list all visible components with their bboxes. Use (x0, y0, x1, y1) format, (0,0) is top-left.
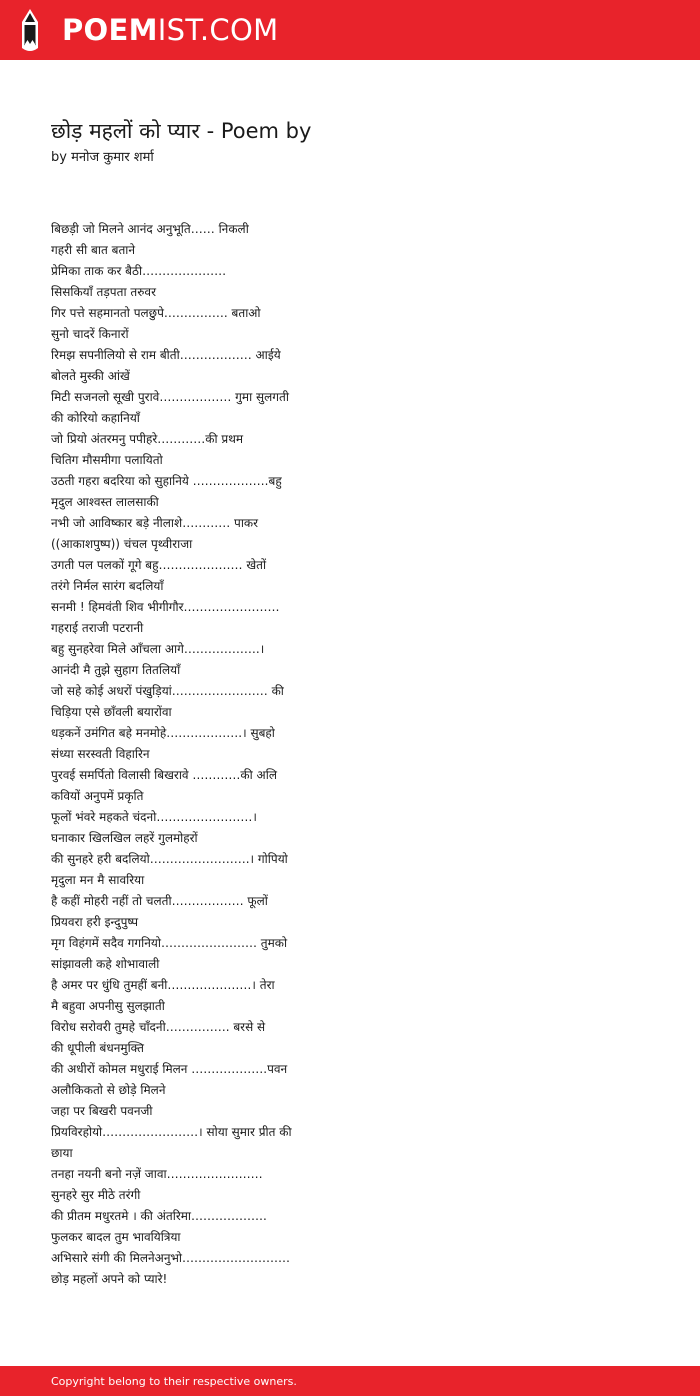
poem-header (51, 117, 651, 167)
poem-line: गहरी सी बात बताने (51, 243, 136, 257)
poem-line: है कहीं मोहरी नहीं तो चलती……………… फूलों (51, 894, 268, 908)
poem-line: गिर पत्ते सहमानतो पलछुपे……………. बताओ (51, 306, 261, 320)
poem-line: अभिसारे संगी की मिलनेअनुभो……………………… (51, 1251, 291, 1265)
poem-line: तनहा नयनी बनो नज़ें जावा…………………… (51, 1167, 263, 1181)
poem-line: कवियों अनुपमें प्रकृति (51, 789, 144, 803)
poem-line: नभी जो आविष्कार बड़े नीलाशे………… पाकर (51, 516, 259, 530)
site-brand (62, 12, 279, 47)
poem-line: अलौकिकतो से छोड़े मिलने (51, 1083, 166, 1097)
poem-line: की प्रीतम मधुरतमे । की अंतरिमा………………. (51, 1209, 267, 1223)
poem-line: मिटी सजनलो सूखी पुरावे……………… गुमा सुलगती (51, 390, 289, 404)
poem-line: की सुनहरे हरी बदलियो…………………….। गोपियो (51, 852, 288, 866)
poem-line: आनंदी मै तुझे सुहाग तितलियाँ (51, 663, 181, 677)
poem-line: चिड़िया एसे छाँवली बयारोंवा (51, 705, 172, 719)
poem-line: छोड़ महलों अपने को प्यारे! (51, 1272, 168, 1286)
poem-line: फूलों भंवरे महकते चंदनो……………………। (51, 810, 257, 824)
poem-line: प्रेमिका ताक कर बैठी………………… (51, 264, 227, 278)
poem-line: चितिग मौसमीगा पलायितो (51, 453, 163, 467)
copyright-text: Copyright belong to their respective owners. (51, 1374, 297, 1388)
poem-line: की अधीरों कोमल मधुराई मिलन ……………….पवन (51, 1062, 288, 1076)
poem-line: उगती पल पलकों गूगे बहु………………… खेतों (51, 558, 267, 572)
poem-line: विरोध सरोवरी तुमहे चाँदनी……………. बरसे से (51, 1020, 266, 1034)
brand-bold: POEM (62, 12, 158, 47)
poem-line: उठती गहरा बदरिया को सुहानिये ……………….बहु (51, 474, 282, 488)
author-link[interactable]: मनोज कुमार शर्मा (71, 150, 154, 165)
poem-line: जो प्रियो अंतरमनु पपीहरे…………की प्रथम (51, 432, 244, 446)
site-logo-link[interactable] (18, 8, 278, 52)
poem-line: धड़कनें उमंगित बहे मनमोहे……………….। सुबहो (51, 726, 275, 740)
poem-line: रिमझ सपनीलियो से राम बीती……………… आईये (51, 348, 281, 362)
poem-line: छाया (51, 1146, 73, 1160)
poem-line: जहा पर बिखरी पवनजी (51, 1104, 153, 1118)
poem-body (51, 219, 381, 1290)
poem-line: फुलकर बादल तुम भावयित्रिया (51, 1230, 181, 1244)
poem-line: बिछड़ी जो मिलने आनंद अनुभूति…… निकली (51, 222, 249, 236)
by-label: by (51, 150, 67, 165)
poem-line: सुनहरे सुर मीठे तरंगी (51, 1188, 141, 1202)
poem-line: घनाकार खिलखिल लहरें गुलमोहरों (51, 831, 198, 845)
poem-line: संध्या सरस्वती विहारिन (51, 747, 150, 761)
footer-bar (0, 1366, 700, 1396)
poem-line: की कोरियो कहानियाँ (51, 411, 140, 425)
poem-line: पुरवई समर्पितो विलासी बिखरावे …………की अलि (51, 768, 277, 782)
poem-line: मृग विहंगमें सदैव गगनियो…………………… तुमको (51, 936, 288, 950)
poem-line: मृदुल आश्वस्त लालसाकी (51, 495, 159, 509)
poem-line: सुनो चादरें किनारों (51, 327, 129, 341)
poem-line: जो सहे कोई अधरों पंखुड़ियां…………………… की (51, 684, 284, 698)
poem-line: प्रियविरहोयो……………………। सोया सुमार प्रीत की (51, 1125, 292, 1139)
brand-light: IST.COM (157, 12, 279, 47)
pencil-icon (18, 8, 42, 52)
poem-line: तरंगे निर्मल सारंग बदलियाँ (51, 579, 164, 593)
poem-line: है अमर पर धुंधि तुमहीं बनी…………………। तेरा (51, 978, 275, 992)
poem-line: गहराई तराजी पटरानी (51, 621, 144, 635)
poem-line: ((आकाशपुष्प)) चंचल पृथ्वीराजा (51, 537, 193, 551)
poem-line: सिसकियाँ तड़पता तरुवर (51, 285, 156, 299)
top-navigation-bar (0, 0, 700, 60)
poem-line: सांझावली कहे शोभावाली (51, 957, 160, 971)
poem-title: छोड़ महलों को प्यार - Poem by (51, 119, 312, 143)
poem-line: मै बहुवा अपनीसु सुलझाती (51, 999, 165, 1013)
poem-line: बहु सुनहरेवा मिले आँचला आगे……………….। (51, 642, 265, 656)
poem-line: बोलते मुस्की आंखें (51, 369, 130, 383)
poem-line: की धूपीली बंधनमुक्ति (51, 1041, 144, 1055)
byline (51, 149, 651, 167)
poem-line: सनमी ! हिमवंती शिव भीगीगौर…………………… (51, 600, 280, 614)
poem-line: मृदुला मन मै सावरिया (51, 873, 145, 887)
poem-line: प्रियवरा हरी इन्दुपुष्प (51, 915, 139, 929)
